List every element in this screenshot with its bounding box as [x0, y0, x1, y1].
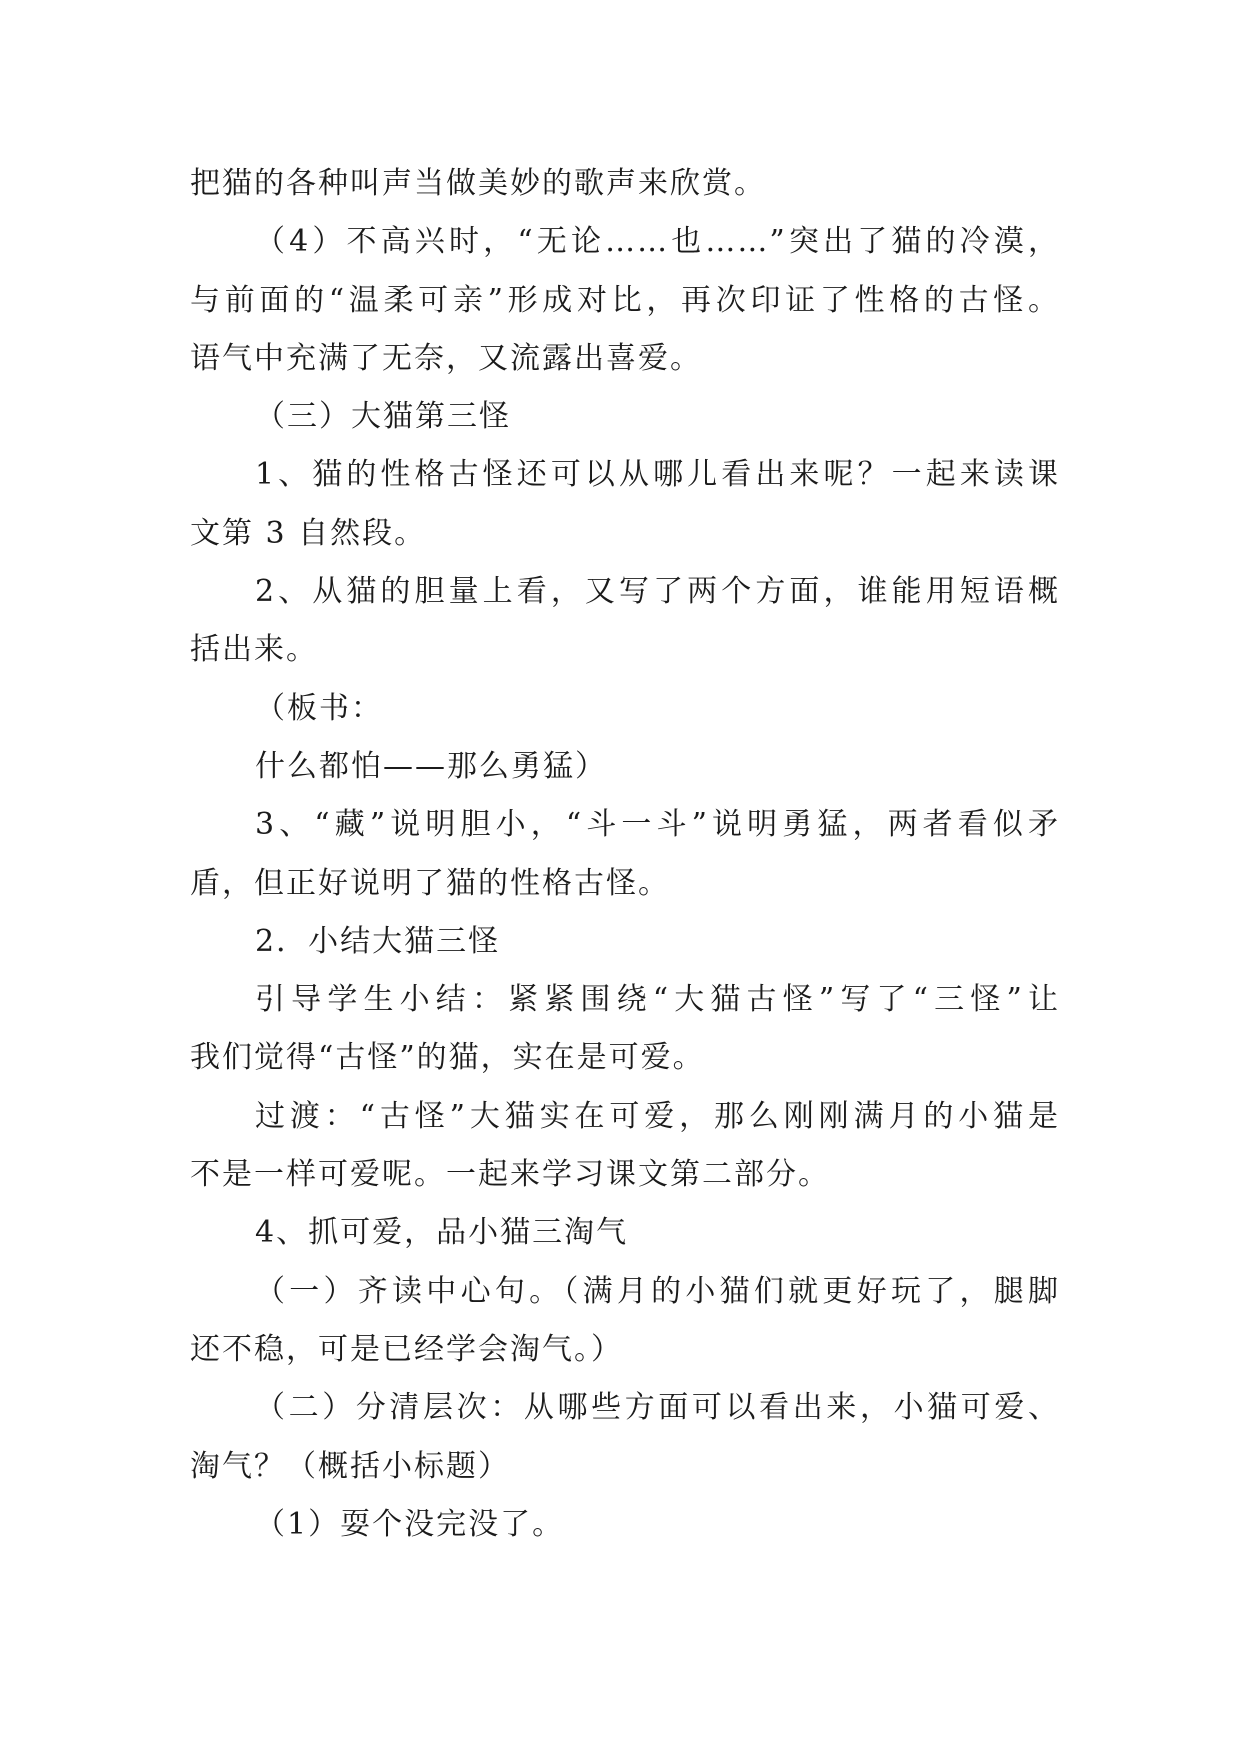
text-line: 淘气？（概括小标题）: [190, 1448, 510, 1484]
text-line: （二）分清层次：从哪些方面可以看出来，小猫可爱、: [255, 1390, 1060, 1426]
text-line: 引导学生小结：紧紧围绕“大猫古怪”写了“三怪”让: [255, 982, 1060, 1018]
text-line: 1、猫的性格古怪还可以从哪儿看出来呢？一起来读课: [255, 457, 1060, 493]
paragraph: [190, 446, 1060, 563]
paragraph: [190, 1263, 1060, 1380]
text-line: 2、从猫的胆量上看，又写了两个方面，谁能用短语概: [255, 574, 1060, 610]
text-line: 括出来。: [190, 632, 318, 668]
paragraph: [190, 213, 1060, 388]
text-line: （板书：: [255, 690, 383, 726]
text-line: 与前面的“温柔可亲”形成对比，再次印证了性格的古怪。: [190, 282, 1060, 318]
text-line: 4、抓可爱，品小猫三淘气: [255, 1215, 629, 1251]
document-body: [190, 155, 1060, 1554]
text-line: 过渡：“古怪”大猫实在可爱，那么刚刚满月的小猫是: [255, 1098, 1060, 1134]
text-line: （一）齐读中心句。（满月的小猫们就更好玩了，腿脚: [255, 1273, 1060, 1309]
section-heading: [190, 913, 1060, 971]
paragraph: [190, 971, 1060, 1088]
text-line: 语气中充满了无奈，又流露出喜爱。: [190, 340, 702, 376]
paragraph: [190, 1088, 1060, 1205]
text-line: 文第 3 自然段。: [190, 515, 427, 551]
text-line: （4）不高兴时，“无论……也……”突出了猫的冷漠，: [255, 224, 1060, 260]
paragraph: [190, 796, 1060, 913]
paragraph: [190, 1379, 1060, 1496]
text-line: 盾，但正好说明了猫的性格古怪。: [190, 865, 670, 901]
text-line: 2．小结大猫三怪: [255, 923, 501, 959]
text-line: 还不稳，可是已经学会淘气。）: [190, 1331, 623, 1367]
paragraph: [190, 738, 1060, 796]
text-line: 3、“藏”说明胆小，“斗一斗”说明勇猛，两者看似矛: [255, 807, 1060, 843]
paragraph: [190, 563, 1060, 680]
text-line: 什么都怕——那么勇猛）: [255, 748, 607, 784]
text-line: 不是一样可爱呢。一起来学习课文第二部分。: [190, 1157, 830, 1193]
text-line: （1）耍个没完没了。: [255, 1506, 565, 1542]
paragraph-continuation: [190, 155, 1060, 213]
paragraph: [190, 680, 1060, 738]
paragraph: [190, 1496, 1060, 1554]
section-heading: [190, 388, 1060, 446]
section-heading: [190, 1204, 1060, 1262]
text-line: 把猫的各种叫声当做美妙的歌声来欣赏。: [190, 166, 766, 201]
text-line: 我们觉得“古怪”的猫，实在是可爱。: [190, 1040, 705, 1076]
text-line: （三）大猫第三怪: [255, 399, 511, 435]
